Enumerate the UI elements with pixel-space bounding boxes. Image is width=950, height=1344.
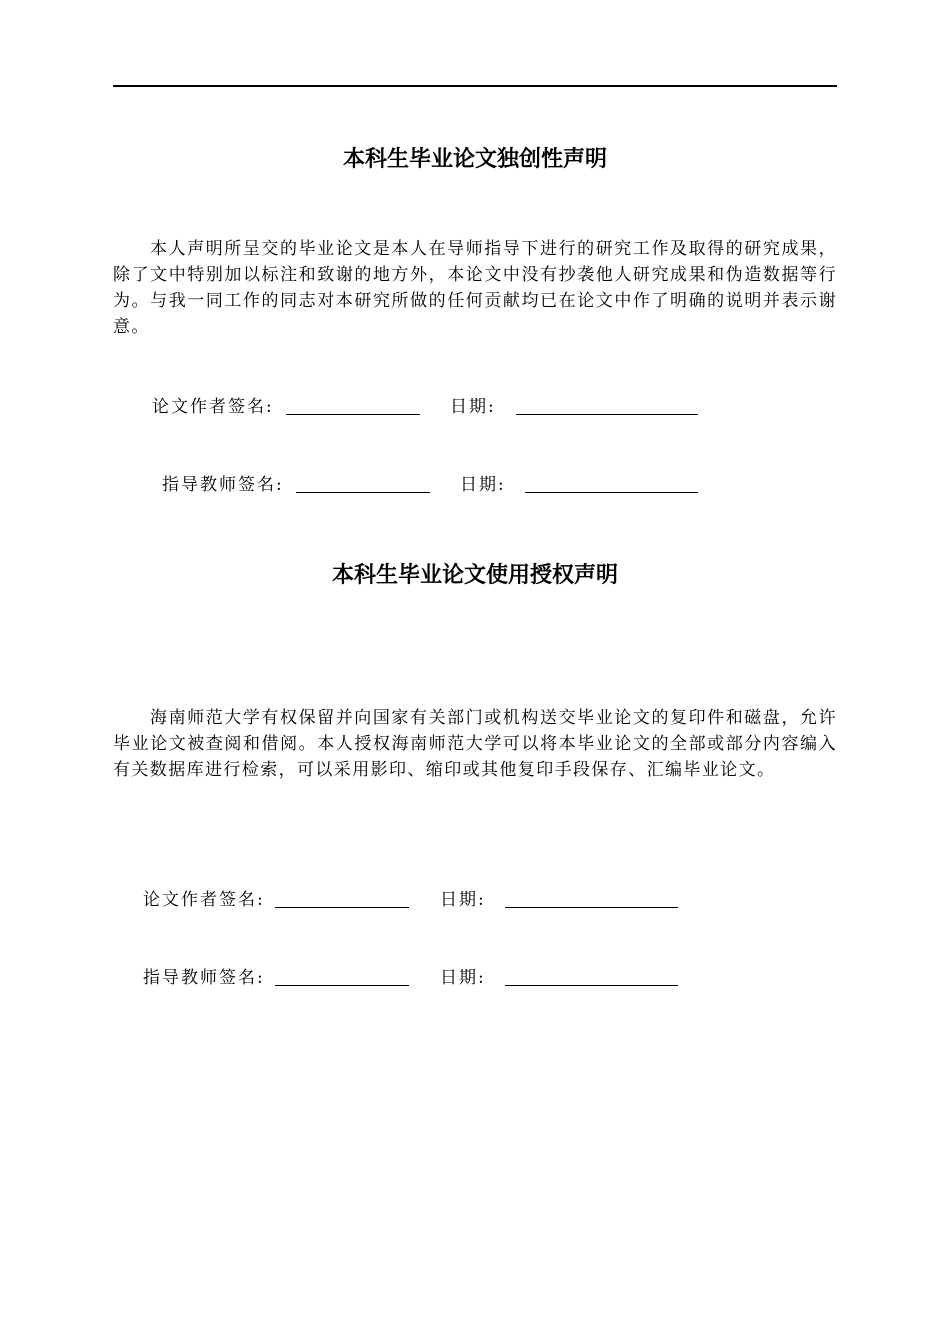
author-date-line[interactable] <box>516 414 698 415</box>
originality-paragraph: 本人声明所呈交的毕业论文是本人在导师指导下进行的研究工作及取得的研究成果，除了文中特别加以标注和致谢的地方外，本论文中没有抄袭他人研究成果和伪造数据等行为。与我一同工作的同志对本研究所做的任何贡献均已在论文中作了明确的说明并表示谢意。 <box>113 239 837 337</box>
author-signature-line[interactable] <box>275 907 409 908</box>
author-date-line[interactable] <box>505 907 678 908</box>
originality-title: 本科生毕业论文独创性声明 <box>342 147 607 172</box>
authorization-title: 本科生毕业论文使用授权声明 <box>331 563 618 588</box>
header-rule <box>113 85 837 87</box>
advisor-signature-line[interactable] <box>275 985 409 986</box>
author-signature-line[interactable] <box>286 414 420 415</box>
author-date-label: 日期: <box>450 397 496 417</box>
authorization-advisor-signature-row <box>143 965 703 991</box>
authorization-author-signature-row <box>143 887 703 913</box>
advisor-date-label: 日期: <box>440 968 486 988</box>
author-signature-label: 论文作者签名: <box>152 397 274 417</box>
originality-advisor-signature-row <box>162 472 722 498</box>
advisor-signature-line[interactable] <box>296 492 430 493</box>
author-signature-label: 论文作者签名: <box>143 890 265 910</box>
author-date-label: 日期: <box>440 890 486 910</box>
advisor-date-line[interactable] <box>505 985 678 986</box>
advisor-signature-label: 指导教师签名: <box>143 968 265 988</box>
originality-author-signature-row <box>152 394 712 420</box>
advisor-date-label: 日期: <box>460 475 506 495</box>
advisor-signature-label: 指导教师签名: <box>162 475 284 495</box>
advisor-date-line[interactable] <box>525 492 698 493</box>
authorization-paragraph: 海南师范大学有权保留并向国家有关部门或机构送交毕业论文的复印件和磁盘，允许毕业论文被查阅和借阅。本人授权海南师范大学可以将本毕业论文的全部或部分内容编入有关数据库进行检索，可以采用影印、缩印或其他复印手段保存、汇编毕业论文。 <box>113 708 837 780</box>
